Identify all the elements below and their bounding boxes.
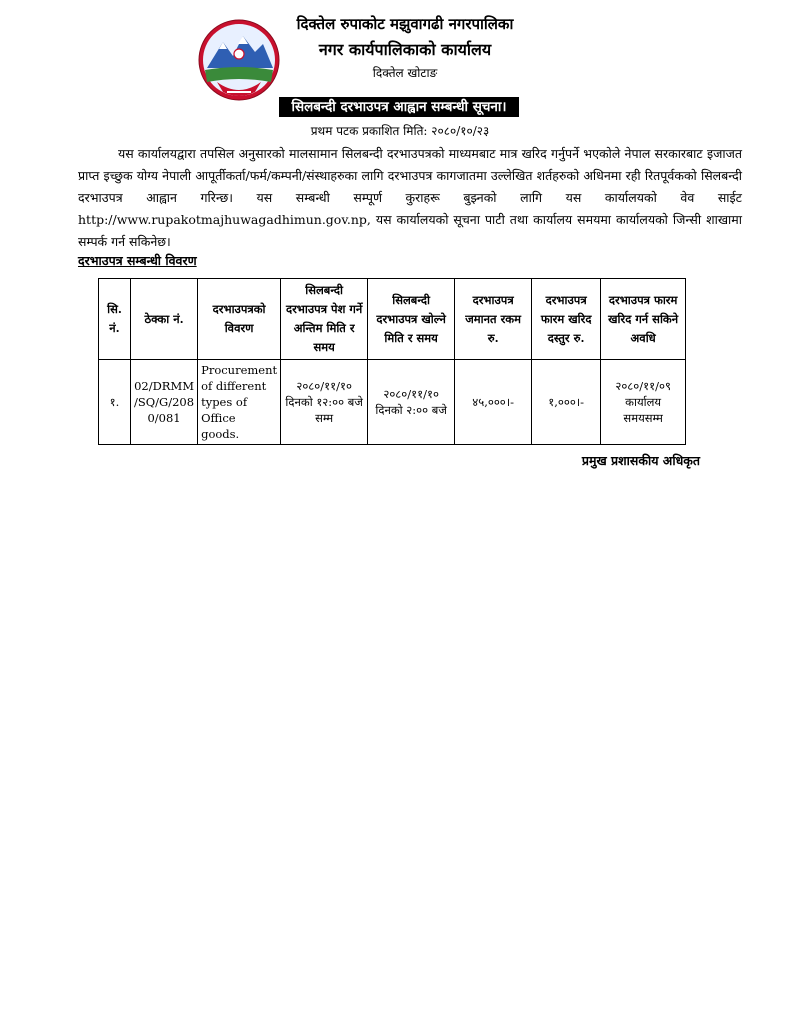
col-header-submission-deadline: सिलबन्दी दरभाउपत्र पेश गर्ने अन्तिम मिति र समय bbox=[281, 279, 368, 360]
office-location: दिक्तेल खोटाङ bbox=[372, 66, 438, 80]
col-header-bid-security: दरभाउपत्र जमानत रकम रु. bbox=[455, 279, 532, 360]
notice-body: यस कार्यालयद्वारा तपसिल अनुसारको मालसामान सिलबन्दी दरभाउपत्रको माध्यमबाट मात्र खरिद गर्नुपर्ने भएकोले नेपाल सरकारबाट इजाजत प्राप्त इच्छुक योग्य नेपाली आपूर्तीकर्ता/फर्म/कम्पनी/संस्थाहरुका लागि दरभाउपत्र कागजातमा उल्लेखित शर्तहरुको अधिनमा रही रितपूर्वकको सिलबन्दी दरभाउपत्र आह्वान गरिन्छ। यस सम्बन्धी सम्पूर्ण कुराहरू बुझ्नको लागि यस कार्यालयको वेव साईट http://www.rupakotmajhuwagadhimun.gov.np, यस कार्यालयको सूचना पाटी तथा कार्यालय समयमा कार्यालयको जिन्सी शाखामा सम्पर्क गर्न सकिनेछ। bbox=[78, 146, 742, 249]
notice-title: सिलबन्दी दरभाउपत्र आह्वान सम्बन्धी सूचना। bbox=[279, 97, 519, 117]
cell-sn: १. bbox=[99, 360, 131, 445]
office-name: नगर कार्यपालिकाको कार्यालय bbox=[318, 40, 492, 59]
cell-submission-deadline: २०८०/११/१० दिनको १२:०० बजे सम्म bbox=[281, 360, 368, 445]
first-published-date: प्रथम पटक प्रकाशित मिति: २०८०/१०/२३ bbox=[310, 124, 490, 138]
col-header-purchase-deadline: दरभाउपत्र फारम खरिद गर्न सकिने अवधि bbox=[601, 279, 686, 360]
col-header-contract-no: ठेक्का नं. bbox=[131, 279, 198, 360]
cell-bid-security: ४५,०००।- bbox=[455, 360, 532, 445]
col-header-sn: सि. नं. bbox=[99, 279, 131, 360]
table-row bbox=[99, 360, 686, 445]
table-header-row bbox=[99, 279, 686, 360]
cell-description: Procurement of different types of Office goods. bbox=[198, 360, 281, 445]
cell-form-fee: १,०००।- bbox=[532, 360, 601, 445]
col-header-opening-datetime: सिलबन्दी दरभाउपत्र खोल्ने मिति र समय bbox=[368, 279, 455, 360]
municipality-name: दिक्तेल रुपाकोट मझुवागढी नगरपालिका bbox=[296, 15, 514, 33]
signatory-title: प्रमुख प्रशासकीय अधिकृत bbox=[581, 453, 700, 468]
cell-purchase-deadline: २०८०/११/०९ कार्यालय समयसम्म bbox=[601, 360, 686, 445]
details-section-title: दरभाउपत्र सम्बन्धी विवरण bbox=[78, 253, 197, 268]
cell-opening-datetime: २०८०/११/१० दिनको २:०० बजे bbox=[368, 360, 455, 445]
col-header-description: दरभाउपत्रको विवरण bbox=[198, 279, 281, 360]
bid-details-table bbox=[98, 278, 686, 445]
col-header-form-fee: दरभाउपत्र फारम खरिद दस्तुर रु. bbox=[532, 279, 601, 360]
cell-contract-no: 02/DRMM /SQ/G/208 0/081 bbox=[131, 360, 198, 445]
